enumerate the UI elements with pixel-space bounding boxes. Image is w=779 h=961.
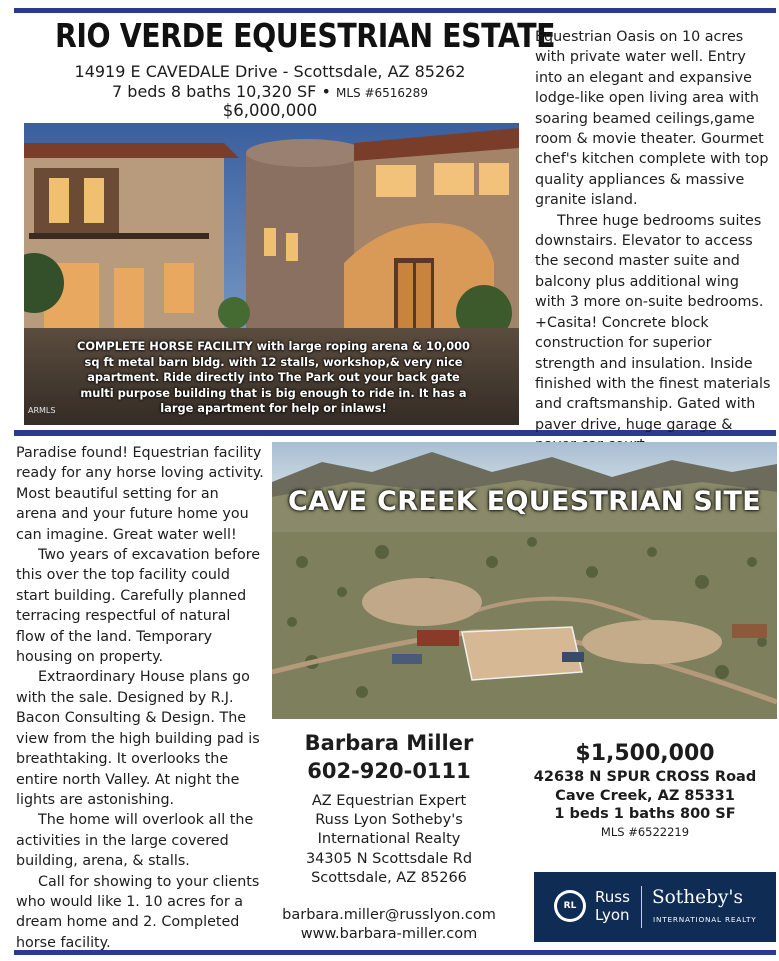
listing1-description	[535, 27, 773, 456]
top-rule	[14, 8, 776, 13]
listing2-photo-title: CAVE CREEK EQUESTRIAN SITE	[288, 486, 761, 517]
listing2-price: $1,500,000	[575, 741, 715, 766]
seal-icon	[554, 890, 586, 922]
listing2-address-line1: 42638 N SPUR CROSS Road	[533, 769, 757, 785]
listing1-photo-caption: COMPLETE HORSE FACILITY with large roping arena & 10,000 sq ft metal barn bldg. with 12 stalls, workshop,& very nice apartment. Ride directly into The Park out your back gate multi purpose building that is big enough to ride in. It has a large apartment for help or inlaws!	[77, 339, 470, 415]
agent-website[interactable]: www.barbara-miller.com	[300, 926, 478, 942]
listing1-mls: MLS #6516289	[335, 86, 428, 100]
listing1-address: 14919 E CAVEDALE Drive - Scottsdale, AZ 85262	[74, 62, 466, 81]
aerial-illustration	[272, 442, 777, 719]
brand-divider	[641, 886, 642, 928]
brand-lyon: Lyon	[595, 906, 630, 924]
listing1-description-p1: Equestrian Oasis on 10 acres with private water well. Entry into an elegant and expansive lodge-like open living area with soaring beamed ceilings,game room & movie theater. Gourmet chef's kitchen complete with top quality appliances & massive granite island.	[535, 29, 769, 209]
listing2-aerial-photo	[272, 442, 777, 719]
listing2-description-p4: The home will overlook all the activities in the large covered building, arena, & stalls.	[16, 812, 254, 870]
brand-sothebys: Sotheby's	[652, 887, 743, 908]
listing1-description-p2: Three huge bedrooms suites downstairs. Elevator to access the second master suite and balcony plus additional wing with 3 more on-suite bedrooms. +Casita! Concrete block construction for superior strength and insulation. Inside finished with the finest materials and craftsmanship. Gated with paver drive, huge garage &	[535, 212, 771, 433]
listing1-specs	[20, 82, 520, 101]
listing2-specs: 1 beds 1 baths 800 SF	[554, 806, 736, 822]
brand-russ-lyon	[595, 888, 630, 924]
listing2-address-line2: Cave Creek, AZ 85331	[555, 787, 735, 804]
listing1-beds-baths-sf: 7 beds 8 baths 10,320 SF •	[112, 82, 331, 101]
seal-text: RL	[557, 893, 583, 919]
agent-street: 34305 N Scottsdale Rd	[305, 850, 473, 867]
listing2-mls: MLS #6522219	[600, 824, 690, 839]
russ-lyon-sothebys-logo	[534, 872, 776, 942]
listing2-description-p3: Extraordinary House plans go with the sale. Designed by R.J. Bacon Consulting & Design. The view from the high building pad is breathtaking. It overlooks the entire north Valley. At night the lights are astonishing.	[16, 669, 260, 808]
agent-email[interactable]: barbara.miller@russlyon.com	[282, 907, 496, 923]
agent-links	[262, 906, 516, 944]
listing2-description-p1: Paradise found! Equestrian facility ready for any horse loving activity. Most beautiful setting for an arena and your future home you can imagine. Great water well!	[16, 445, 264, 543]
agent-phone: 602-920-0111	[307, 759, 471, 783]
agent-company-2: International Realty	[317, 831, 461, 848]
listing2-description	[16, 443, 264, 953]
agent-title: AZ Equestrian Expert	[311, 793, 467, 809]
agent-contact	[274, 730, 504, 888]
listing2-summary	[520, 740, 770, 841]
listing1-house-photo	[24, 123, 519, 425]
agent-city: Scottsdale, AZ 85266	[311, 869, 467, 886]
listing1-price: $6,000,000	[222, 101, 318, 120]
listing1-title: RIO VERDE EQUESTRIAN ESTATE	[55, 16, 556, 55]
agent-name: Barbara Miller	[304, 731, 474, 755]
brand-international-realty: INTERNATIONAL REALTY	[653, 915, 757, 924]
listing2-description-p5: Call for showing to your clients who would like 1. 10 acres for a dream home and 2. Completed horse facility.	[16, 873, 260, 951]
brand-russ: Russ	[595, 888, 630, 906]
agent-company-1: Russ Lyon Sotheby's	[315, 812, 463, 829]
listing2-description-p2: Two years of excavation before this over the top facility could start building. Carefully planned terracing respectful of natural flow of the land. Temporary housing on property.	[16, 547, 261, 666]
photo-credit: ARMLS	[28, 406, 56, 415]
